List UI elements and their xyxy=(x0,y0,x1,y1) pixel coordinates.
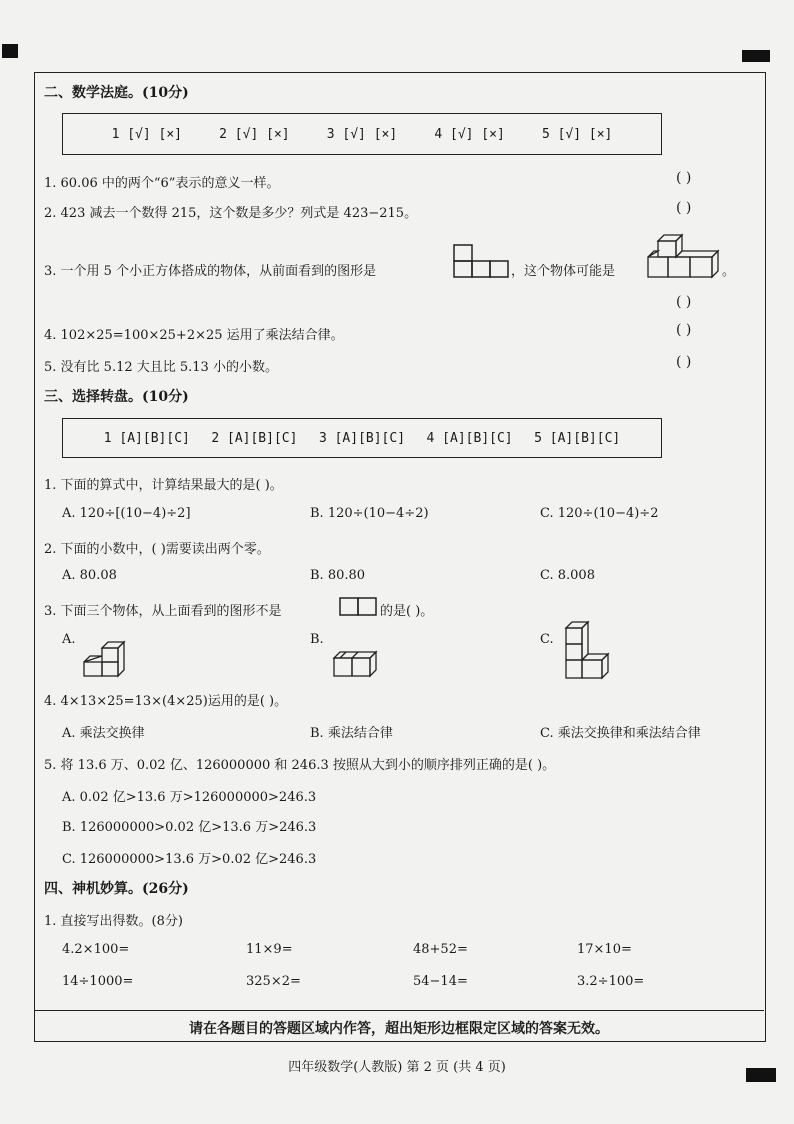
s3-q3-stem-post: 的是( )。 xyxy=(380,604,434,619)
s2-question-4: 4. 102×25=100×25+2×25 运用了乘法结合律。 xyxy=(44,328,344,343)
page-number: 四年级数学(人教版) 第 2 页 (共 4 页) xyxy=(288,1060,506,1075)
s3-q4-option-b[interactable]: B. 乘法结合律 xyxy=(310,726,393,741)
s2-question-1: 1. 60.06 中的两个“6”表示的意义一样。 xyxy=(44,176,280,191)
choice-option-3[interactable]: 3 [A][B][C] xyxy=(318,430,406,446)
top-view-icon xyxy=(339,597,377,617)
s3-q3-option-a[interactable]: A. xyxy=(62,632,76,647)
s2-question-2: 2. 423 减去一个数得 215，这个数是多少？列式是 423−215。 xyxy=(44,206,418,221)
choice-option-5[interactable]: 5 [A][B][C] xyxy=(534,430,621,446)
s3-q1-stem: 1. 下面的算式中，计算结果最大的是( )。 xyxy=(44,478,283,493)
s2-paren-4[interactable]: ( ) xyxy=(676,322,692,338)
footer-divider xyxy=(34,1010,764,1011)
s3-q4-option-c[interactable]: C. 乘法交换律和乘法结合律 xyxy=(540,726,701,741)
calc-item[interactable]: 11×9= xyxy=(246,942,293,957)
object-b-icon xyxy=(332,650,378,680)
s3-q1-option-b[interactable]: B. 120÷(10−4÷2) xyxy=(310,506,429,521)
s3-q4-option-a[interactable]: A. 乘法交换律 xyxy=(62,726,145,741)
cube-object-icon xyxy=(646,233,722,281)
calc-item[interactable]: 3.2÷100= xyxy=(577,974,645,989)
s3-q1-option-c[interactable]: C. 120÷(10−4)÷2 xyxy=(540,506,659,521)
object-c-icon xyxy=(564,620,614,682)
s3-q4-stem: 4. 4×13×25=13×(4×25)运用的是( )。 xyxy=(44,694,288,709)
registration-mark-top-right xyxy=(742,50,770,62)
object-a-icon xyxy=(82,640,128,682)
s3-q5-stem: 5. 将 13.6 万、0.02 亿、126000000 和 246.3 按照从大到小的顺序排列正确的是( )。 xyxy=(44,758,556,773)
s3-q3-option-c[interactable]: C. xyxy=(540,632,554,647)
choice-option-4[interactable]: 4 [A][B][C] xyxy=(426,430,513,446)
answer-option-3[interactable]: 3 [√] [×] xyxy=(326,126,398,142)
s3-q2-option-a[interactable]: A. 80.08 xyxy=(62,568,117,583)
section3-title: 三、选择转盘。(10分) xyxy=(44,389,189,405)
choice-option-1[interactable]: 1 [A][B][C] xyxy=(103,430,190,446)
s4-sub1: 1. 直接写出得数。(8分) xyxy=(44,914,183,929)
calc-item[interactable]: 14÷1000= xyxy=(62,974,134,989)
s3-q2-option-c[interactable]: C. 8.008 xyxy=(540,568,595,583)
s2-paren-5[interactable]: ( ) xyxy=(676,354,692,370)
calc-item[interactable]: 4.2×100= xyxy=(62,942,130,957)
s3-q3-option-b[interactable]: B. xyxy=(310,632,324,647)
answer-option-5[interactable]: 5 [√] [×] xyxy=(541,126,613,142)
s2-paren-3[interactable]: ( ) xyxy=(676,294,692,310)
s2-paren-1[interactable]: ( ) xyxy=(676,170,692,186)
s3-q1-option-a[interactable]: A. 120÷[(10−4)÷2] xyxy=(62,506,191,521)
section2-title: 二、数学法庭。(10分) xyxy=(44,85,189,101)
s3-q5-option-c[interactable]: C. 126000000>13.6 万>0.02 亿>246.3 xyxy=(62,852,317,867)
s2-question-3-end: 。 xyxy=(722,264,736,279)
answer-option-1[interactable]: 1 [√] [×] xyxy=(111,126,183,142)
s3-q5-option-a[interactable]: A. 0.02 亿>13.6 万>126000000>246.3 xyxy=(62,790,317,805)
calc-item[interactable]: 325×2= xyxy=(246,974,301,989)
section2-answer-box xyxy=(62,113,662,155)
s2-question-3: 3. 一个用 5 个小正方体搭成的物体，从前面看到的图形是 xyxy=(44,264,377,279)
s2-paren-2[interactable]: ( ) xyxy=(676,200,692,216)
footer-note: 请在各题目的答题区域内作答，超出矩形边框限定区域的答案无效。 xyxy=(189,1021,609,1037)
front-view-icon xyxy=(453,244,509,278)
calc-item[interactable]: 17×10= xyxy=(577,942,632,957)
answer-option-4[interactable]: 4 [√] [×] xyxy=(434,126,505,142)
s3-q5-option-b[interactable]: B. 126000000>0.02 亿>13.6 万>246.3 xyxy=(62,820,317,835)
registration-mark-top-left xyxy=(2,44,18,58)
answer-option-2[interactable]: 2 [√] [×] xyxy=(219,126,290,142)
s3-q2-option-b[interactable]: B. 80.80 xyxy=(310,568,366,583)
calc-item[interactable]: 54−14= xyxy=(413,974,468,989)
choice-option-2[interactable]: 2 [A][B][C] xyxy=(211,430,298,446)
section4-title: 四、神机妙算。(26分) xyxy=(44,881,189,897)
s3-q2-stem: 2. 下面的小数中，( )需要读出两个零。 xyxy=(44,542,270,557)
calc-item[interactable]: 48+52= xyxy=(413,942,468,957)
s2-question-5: 5. 没有比 5.12 大且比 5.13 小的小数。 xyxy=(44,360,278,375)
s2-question-3-middle: ，这个物体可能是 xyxy=(511,264,616,279)
s3-q3-stem-pre: 3. 下面三个物体，从上面看到的图形不是 xyxy=(44,604,282,619)
section3-answer-box xyxy=(62,418,662,458)
